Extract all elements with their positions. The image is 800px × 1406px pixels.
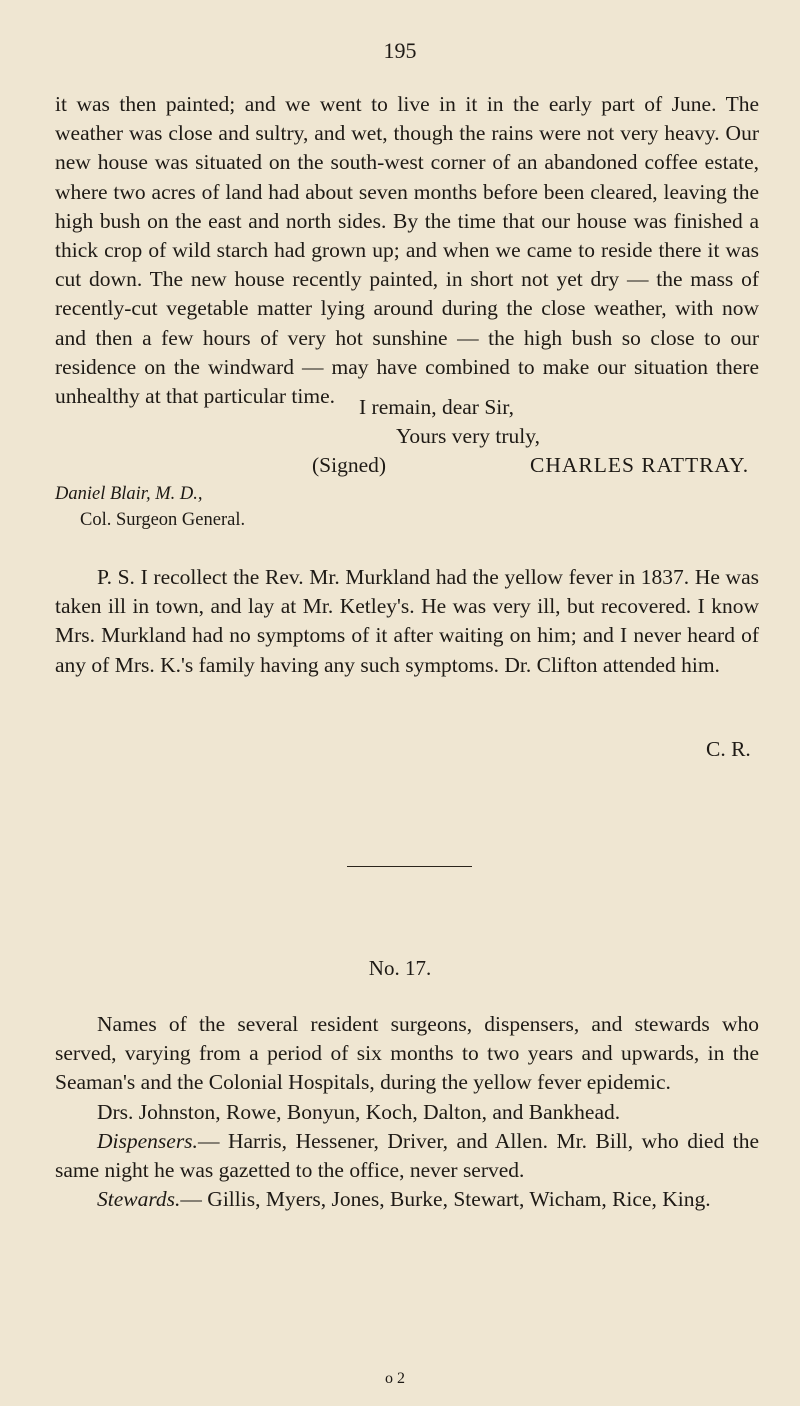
dispensers-list: — Harris, Hessener, Driver, and Allen. Mr. Bill, who died the same night he was gazetted to the office, never served. xyxy=(55,1128,759,1183)
letter-continuation: it was then painted; and we went to live in it in the early part of June. The weather was close and sultry, and wet, though the rains were not very heavy. Our new house was situated on the south-west corner of an abandoned coffee estate, where two acres of land had about seven months before been cleared, leaving the high bush on the east and north sides. By the time that our house was finished a thick crop of wild starch had grown up; and when we came to reside there it was cut down. The new house recently painted, in short not yet dry — the mass of recently-cut vegetable matter lying around during the close weather, with now and then a few hours of very hot sunshine — the high bush so close to our residence on the windward — may have combined to make our situation there unhealthy at that particular time. xyxy=(55,92,759,409)
page-number: 195 xyxy=(383,38,417,63)
addressee-title: Col. Surgeon General. xyxy=(80,510,246,530)
signature-mark: o 2 xyxy=(385,1370,405,1387)
postscript-initials: C. R. xyxy=(706,737,751,761)
names-section xyxy=(55,1010,759,1214)
postscript: P. S. I recollect the Rev. Mr. Murkland had the yellow fever in 1837. He was taken ill in town, and lay at Mr. Ketley's. He was very ill, but recovered. I know Mrs. Murkland had no symptoms of it after waiting on him; and I never heard of any of Mrs. K.'s family having any such symptoms. Dr. Clifton attended him. xyxy=(55,565,759,677)
stewards-entry xyxy=(55,1185,759,1214)
letter-closing: I remain, dear Sir, xyxy=(359,395,514,419)
surgeons-list: Drs. Johnston, Rowe, Bonyun, Koch, Dalton, and Bankhead. xyxy=(97,1099,621,1124)
letter-valediction: Yours very truly, xyxy=(396,424,540,448)
stewards-label: Stewards. xyxy=(97,1187,181,1212)
stewards-list: — Gillis, Myers, Jones, Burke, Stewart, Wicham, Rice, King. xyxy=(180,1187,711,1212)
signed-label: (Signed) xyxy=(312,453,387,477)
signature-name: CHARLES RATTRAY. xyxy=(530,453,750,477)
document-number: No. 17. xyxy=(368,956,432,980)
dispensers-label: Dispensers. xyxy=(97,1128,198,1153)
dispensers-entry xyxy=(55,1127,759,1185)
addressee-name: Daniel Blair, M. D., xyxy=(55,484,203,504)
names-intro: Names of the several resident surgeons, dispensers, and stewards who served, varying from a period of six months to two years and upwards, in the Seaman's and the Colonial Hospitals, during the yellow fever epidemic. xyxy=(55,1012,759,1095)
section-divider xyxy=(347,866,472,867)
